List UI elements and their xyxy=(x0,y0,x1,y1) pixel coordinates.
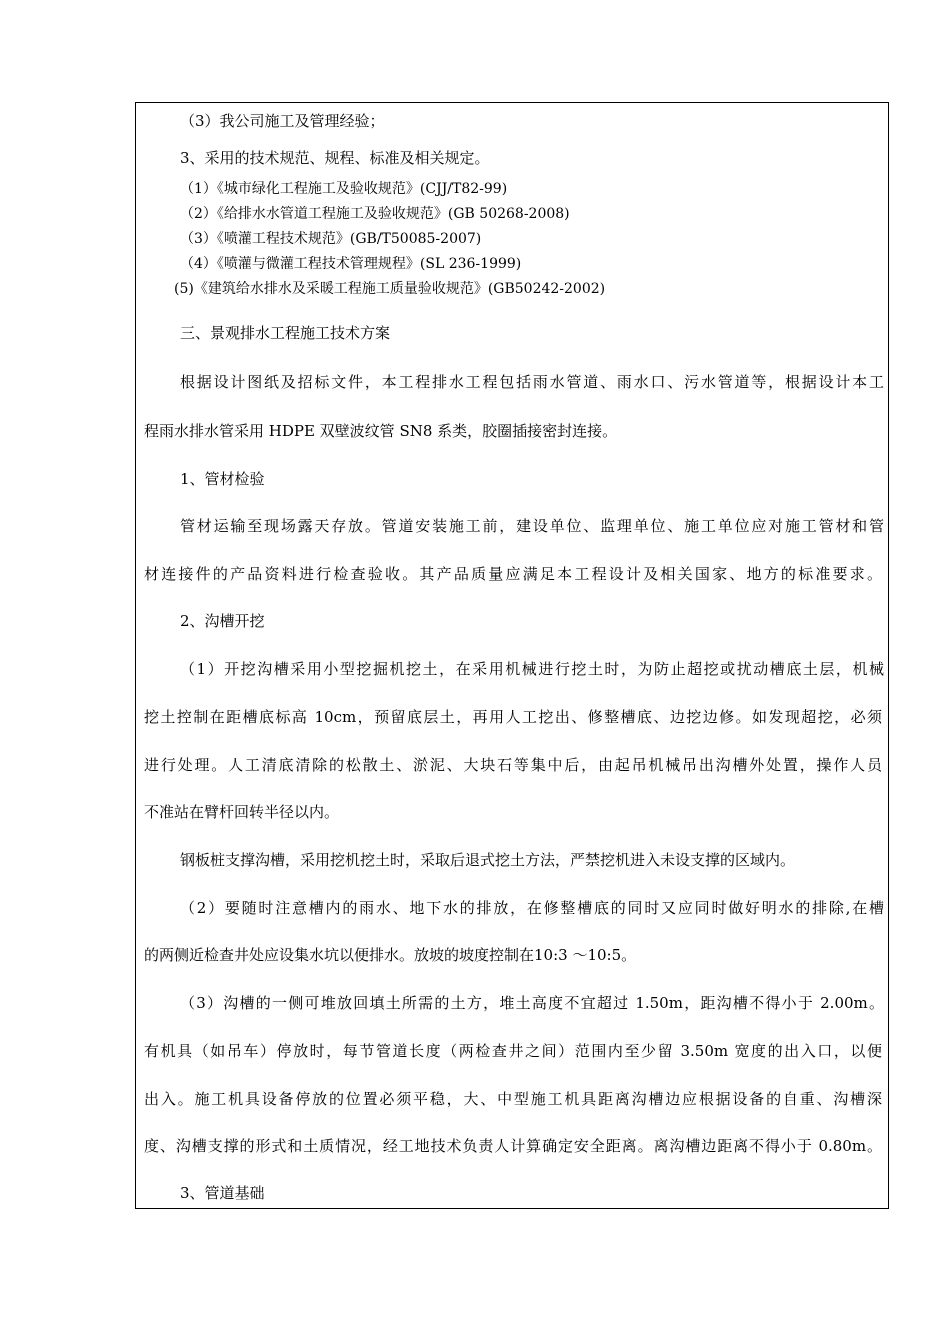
list-item: （2）《给排水水管道工程施工及验收规范》(GB 50268-2008) xyxy=(180,206,570,222)
paragraph-line: （3）沟槽的一侧可堆放回填土所需的土方，堆土高度不宜超过 1.50m，距沟槽不得小于 2.00m。 xyxy=(180,994,884,1012)
paragraph-line: 挖土控制在距槽底标高 10cm，预留底层土，再用人工挖出、修整槽底、边挖边修。如发现超挖，必须 xyxy=(144,708,882,726)
paragraph-line: 进行处理。人工清底清除的松散土、淤泥、大块石等集中后，由起吊机械吊出沟槽外处置，操作人员 xyxy=(144,756,882,774)
section-heading: 1、管材检验 xyxy=(180,470,265,488)
paragraph-line: 材连接件的产品资料进行检查验收。其产品质量应满足本工程设计及相关国家、地方的标准要求。 xyxy=(144,565,882,583)
section-heading: 3、管道基础 xyxy=(180,1184,265,1202)
section-heading: 三、景观排水工程施工技术方案 xyxy=(180,324,391,342)
paragraph-line: 程雨水排水管采用 HDPE 双壁波纹管 SN8 系类，胶圈插接密封连接。 xyxy=(144,422,618,440)
section-heading: 2、沟槽开挖 xyxy=(180,612,265,630)
text-line: （3）我公司施工及管理经验； xyxy=(180,112,385,130)
paragraph-line: 出入。施工机具设备停放的位置必须平稳，大、中型施工机具距离沟槽边应根据设备的自重、沟槽深 xyxy=(144,1090,882,1108)
section-heading: 3、采用的技术规范、规程、标准及相关规定。 xyxy=(180,149,490,167)
paragraph-line: 的两侧近检查井处应设集水坑以便排水。放坡的坡度控制在10:3 ～10:5。 xyxy=(144,946,637,964)
document-frame xyxy=(135,102,889,1209)
paragraph-line: （2）要随时注意槽内的雨水、地下水的排放，在修整槽底的同时又应同时做好明水的排除,在槽 xyxy=(180,899,884,917)
list-item: (5)《建筑给水排水及采暖工程施工质量验收规范》(GB50242-2002) xyxy=(174,281,606,297)
list-item: （3）《喷灌工程技术规范》(GB/T50085-2007) xyxy=(180,231,482,247)
paragraph-line: （1）开挖沟槽采用小型挖掘机挖土，在采用机械进行挖土时，为防止超挖或扰动槽底土层，机械 xyxy=(180,660,884,678)
paragraph-line: 钢板桩支撑沟槽，采用挖机挖土时，采取后退式挖土方法，严禁挖机进入未设支撑的区域内。 xyxy=(180,851,796,869)
list-item: （4）《喷灌与微灌工程技术管理规程》(SL 236-1999) xyxy=(180,256,522,272)
paragraph-line: 有机具（如吊车）停放时，每节管道长度（两检查井之间）范围内至少留 3.50m 宽度的出入口，以便 xyxy=(144,1042,882,1060)
paragraph-line: 不准站在臂杆回转半径以内。 xyxy=(144,803,340,821)
paragraph-line: 管材运输至现场露天存放。管道安装施工前，建设单位、监理单位、施工单位应对施工管材和管 xyxy=(180,517,884,535)
paragraph-line: 根据设计图纸及招标文件，本工程排水工程包括雨水管道、雨水口、污水管道等，根据设计本工 xyxy=(180,373,884,391)
paragraph-line: 度、沟槽支撑的形式和土质情况，经工地技术负责人计算确定安全距离。离沟槽边距离不得小于 0.80m。 xyxy=(144,1137,882,1155)
list-item: （1）《城市绿化工程施工及验收规范》(CJJ/T82-99) xyxy=(180,181,508,197)
